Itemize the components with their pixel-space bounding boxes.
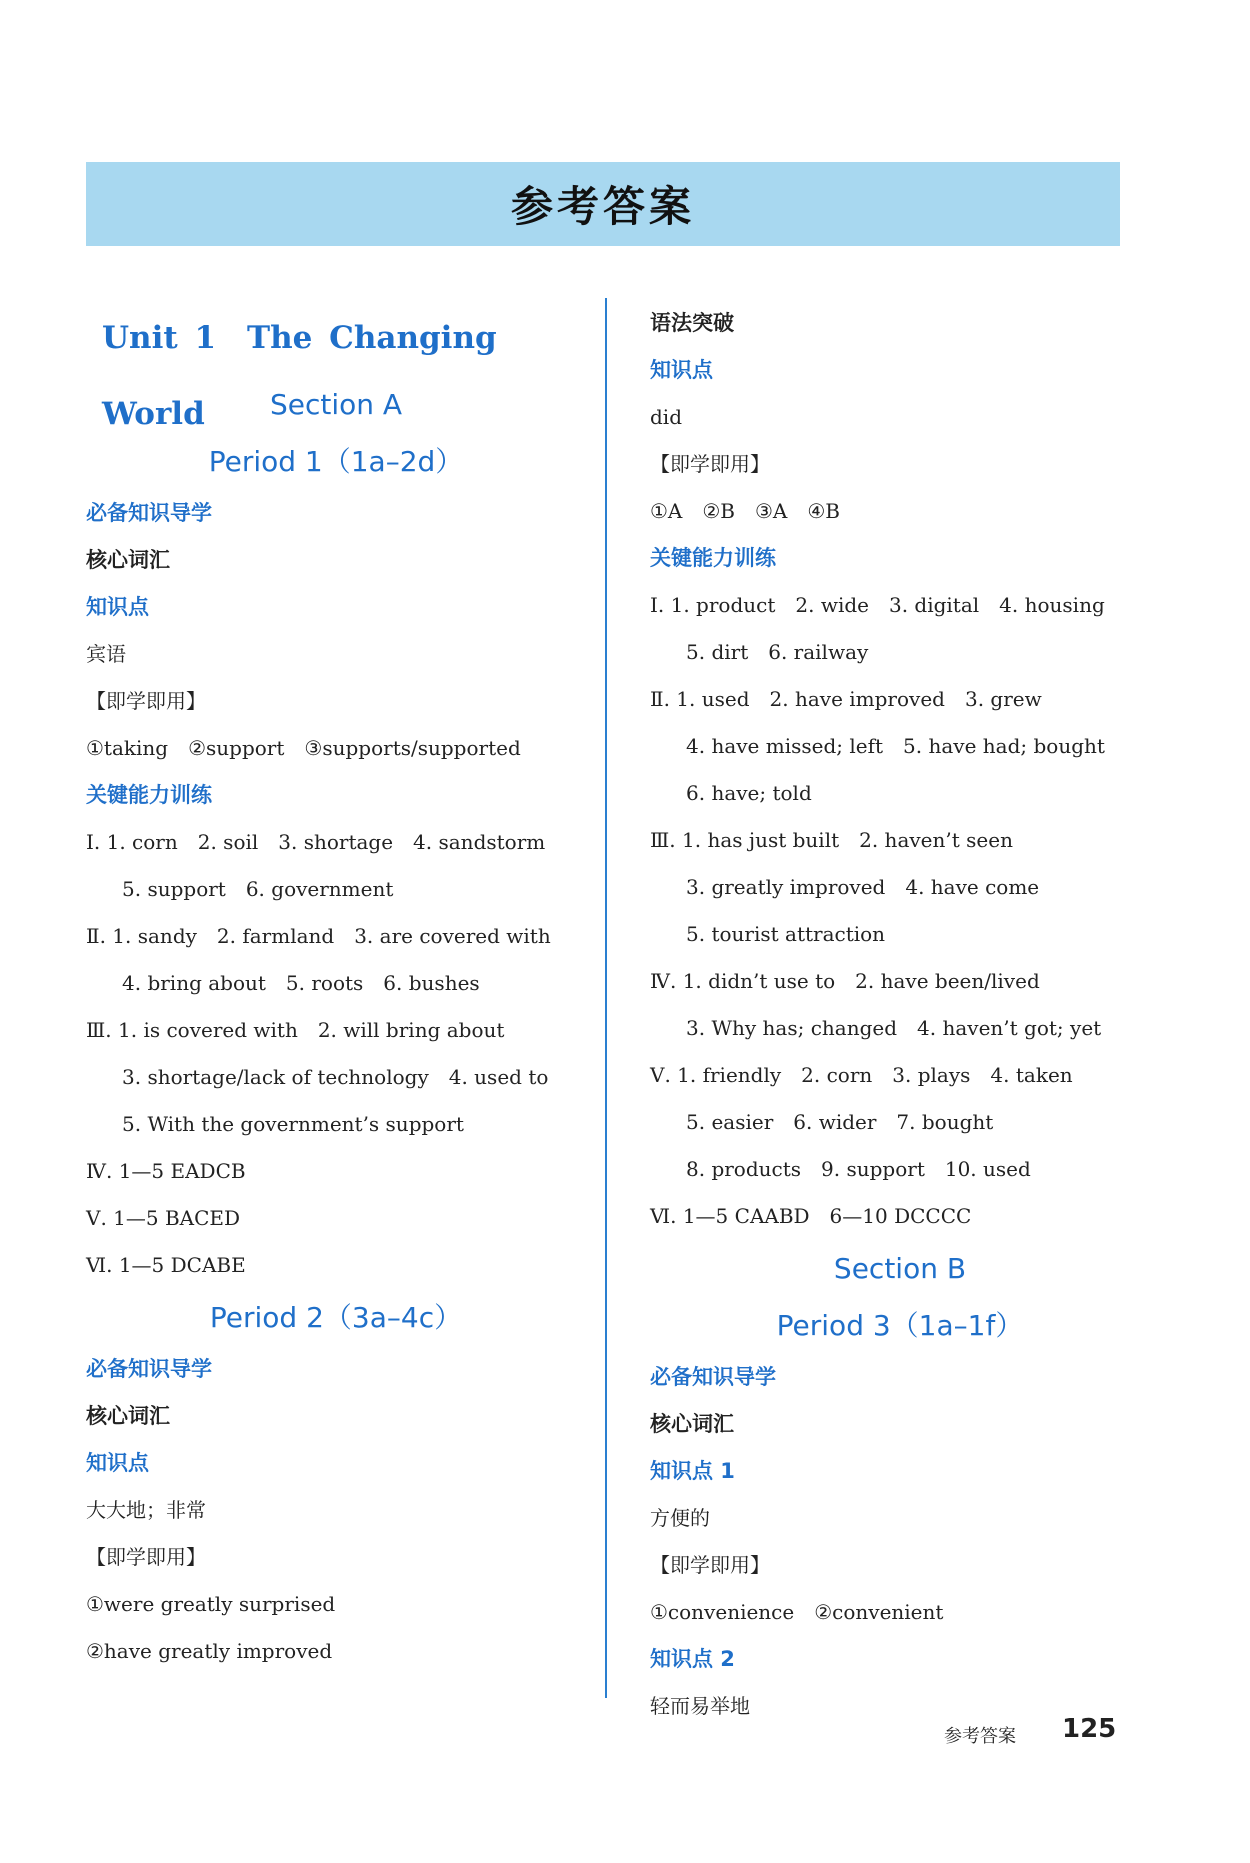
- subheading: 关键能力训练: [650, 546, 776, 570]
- answer-line: 4. have missed; left 5. have had; bought: [686, 734, 1105, 758]
- period-heading: Period 2（3a–4c）: [209, 1301, 463, 1334]
- label: 核心词汇: [86, 1404, 170, 1428]
- answer-line: ①taking ②support ③supports/supported: [86, 736, 521, 760]
- subheading: 必备知识导学: [650, 1365, 776, 1389]
- answer-line: Ⅱ. 1. used 2. have improved 3. grew: [650, 687, 1042, 711]
- answer-line: Ⅵ. 1—5 DCABE: [86, 1253, 246, 1277]
- answer-line: 5. dirt 6. railway: [686, 640, 869, 664]
- answer-line: Ⅰ. 1. product 2. wide 3. digital 4. housing: [650, 593, 1105, 617]
- right-column: [650, 300, 1150, 1730]
- subheading: 知识点: [86, 1451, 149, 1475]
- answer-line: 4. bring about 5. roots 6. bushes: [122, 971, 480, 995]
- footer-label: 参考答案: [944, 1726, 1016, 1747]
- section-heading: Section B: [833, 1252, 967, 1285]
- answer-line: Ⅴ. 1—5 BACED: [86, 1206, 241, 1230]
- answer-line: ①were greatly surprised: [86, 1592, 336, 1616]
- subheading: 知识点: [86, 595, 149, 619]
- header-banner: [86, 162, 1120, 246]
- answer-line: ①convenience ②convenient: [650, 1600, 944, 1624]
- answer-line: 8. products 9. support 10. used: [686, 1157, 1031, 1181]
- subheading: 知识点: [650, 358, 713, 382]
- label: 【即学即用】: [650, 452, 770, 476]
- subheading: 关键能力训练: [86, 783, 212, 807]
- unit-title: Unit 1 The Changing World: [102, 320, 497, 432]
- column-divider: [605, 298, 607, 1698]
- label: 【即学即用】: [86, 1545, 206, 1569]
- page-title: 参考答案: [510, 182, 695, 231]
- answer-line: Ⅲ. 1. is covered with 2. will bring about: [86, 1018, 505, 1042]
- subheading: 知识点 1: [650, 1459, 735, 1483]
- label: 核心词汇: [86, 548, 170, 572]
- answer-line: Ⅲ. 1. has just built 2. haven’t seen: [650, 828, 1013, 852]
- answer-line: ②have greatly improved: [86, 1639, 333, 1663]
- answer-line: 6. have; told: [686, 781, 812, 805]
- label: 语法突破: [650, 311, 734, 335]
- left-column: [86, 300, 586, 1675]
- answer-line: ①A ②B ③A ④B: [650, 499, 840, 523]
- answer-line: 5. easier 6. wider 7. bought: [686, 1110, 994, 1134]
- page-number: 125: [1062, 1714, 1117, 1744]
- answer-line: 3. Why has; changed 4. haven’t got; yet: [686, 1016, 1102, 1040]
- answer-line: did: [650, 405, 683, 429]
- answer-line: 5. With the government’s support: [122, 1112, 464, 1136]
- answer-line: 轻而易举地: [650, 1694, 750, 1718]
- subheading: 知识点 2: [650, 1647, 735, 1671]
- answer-line: Ⅴ. 1. friendly 2. corn 3. plays 4. taken: [650, 1063, 1073, 1087]
- answer-line: 5. tourist attraction: [686, 922, 886, 946]
- period-heading: Period 3（1a–1f）: [776, 1309, 1024, 1342]
- period-heading: Period 1（1a–2d）: [208, 445, 464, 478]
- answer-line: 方便的: [650, 1506, 710, 1530]
- answer-line: 5. support 6. government: [122, 877, 394, 901]
- answer-line: Ⅳ. 1—5 EADCB: [86, 1159, 246, 1183]
- subheading: 必备知识导学: [86, 1357, 212, 1381]
- answer-line: 3. shortage/lack of technology 4. used to: [122, 1065, 549, 1089]
- answer-line: Ⅳ. 1. didn’t use to 2. have been/lived: [650, 969, 1040, 993]
- subheading: 必备知识导学: [86, 501, 212, 525]
- section-heading: Section A: [269, 388, 403, 421]
- answer-line: Ⅱ. 1. sandy 2. farmland 3. are covered with: [86, 924, 551, 948]
- answer-line: Ⅰ. 1. corn 2. soil 3. shortage 4. sandstorm: [86, 830, 546, 854]
- label: 【即学即用】: [86, 689, 206, 713]
- answer-line: 宾语: [86, 642, 126, 666]
- answer-line: Ⅵ. 1—5 CAABD 6—10 DCCCC: [650, 1204, 972, 1228]
- answer-line: 3. greatly improved 4. have come: [686, 875, 1040, 899]
- label: 【即学即用】: [650, 1553, 770, 1577]
- label: 核心词汇: [650, 1412, 734, 1436]
- answer-line: 大大地；非常: [86, 1498, 206, 1522]
